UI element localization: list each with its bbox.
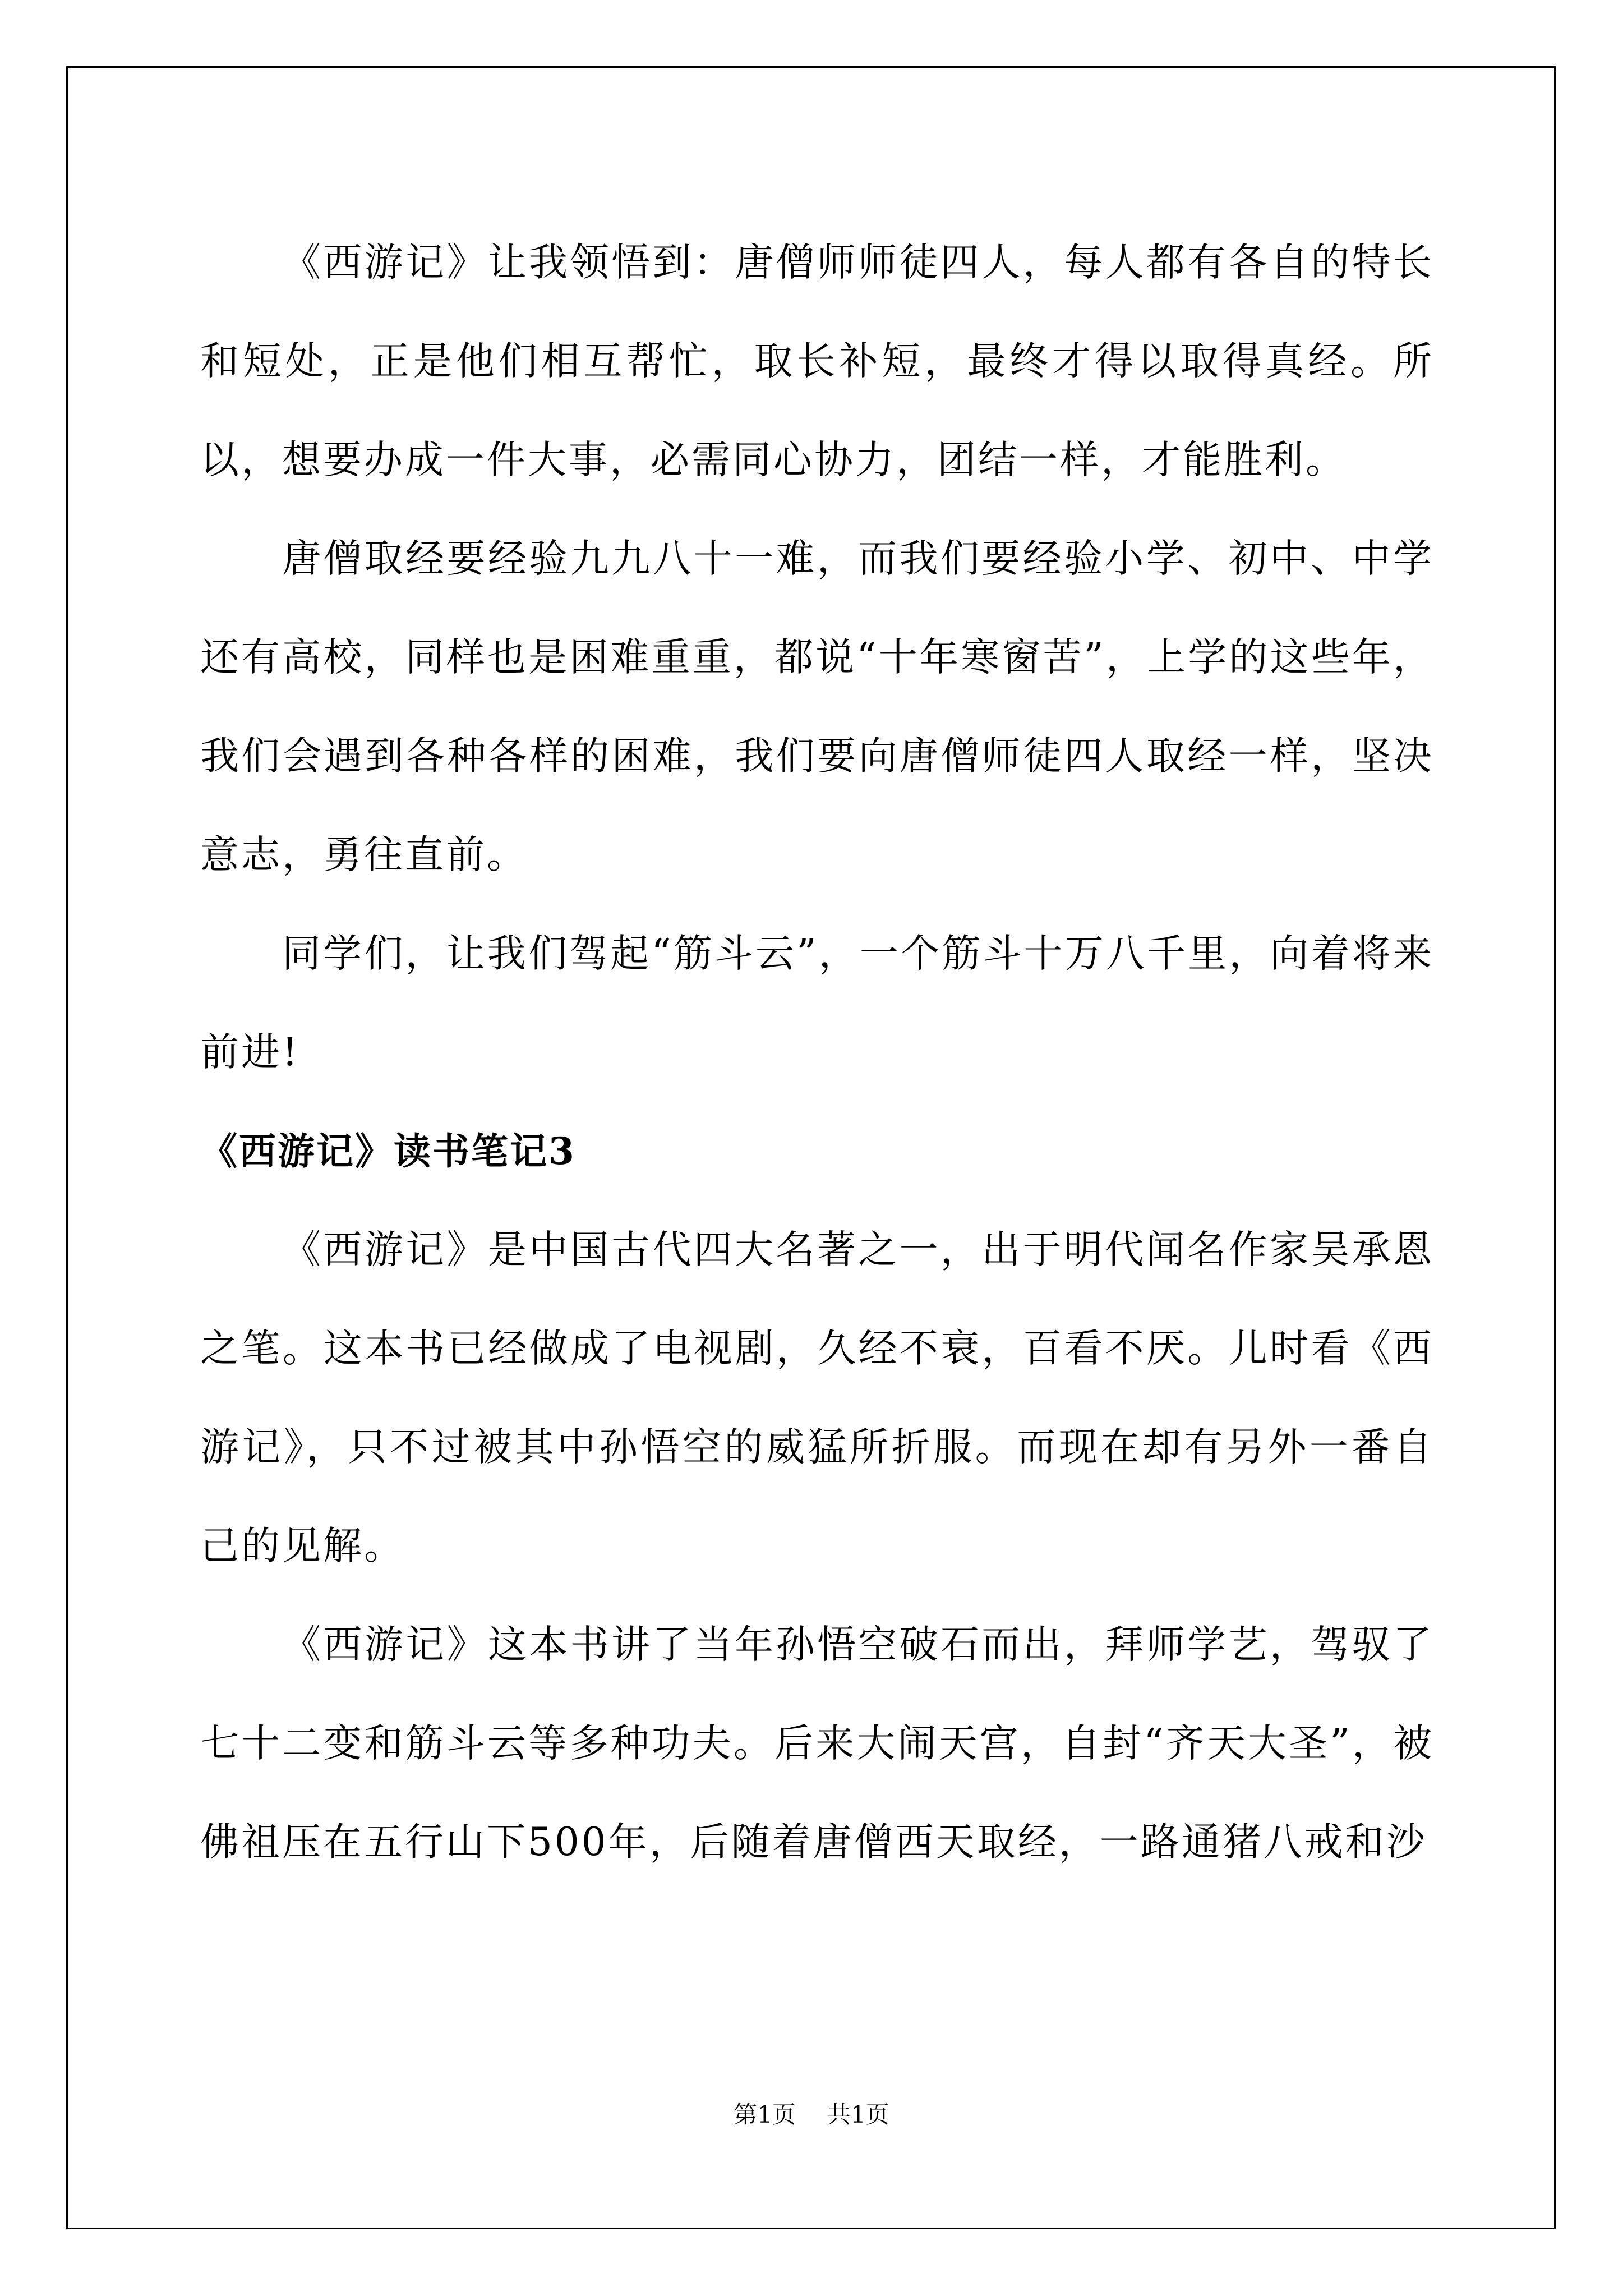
page-total: 共1页 [827,2101,889,2128]
paragraph-1: 《西游记》让我领悟到：唐僧师师徒四人，每人都有各自的特长和短处，正是他们相互帮忙，取长补短，最终才得以取得真经。所以，想要办成一件大事，必需同心协力，团结一样，才能胜利。 [200,240,1434,482]
paragraph-3: 同学们，让我们驾起“筋斗云”，一个筋斗十万八千里，向着将来前进! [200,931,1434,1075]
paragraph-4: 《西游记》是中国古代四大名著之一，出于明代闻名作家吴承恩之笔。这本书已经做成了电视剧，久经不衰，百看不厌。儿时看《西游记》，只不过被其中孙悟空的威猛所折服。而现在却有另外一番自己的见解。 [200,1227,1434,1568]
page-footer [0,2098,1623,2132]
document-body [200,213,1434,1892]
section-heading: 《西游记》读书笔记3 [200,1129,576,1173]
page-number: 第1页 [734,2101,796,2128]
paragraph-2: 唐僧取经要经验九九八十一难，而我们要经验小学、初中、中学还有高校，同样也是困难重重，都说“十年寒窗苦”，上学的这些年，我们会遇到各种各样的困难，我们要向唐僧师徒四人取经一样，坚决意志，勇往直前。 [200,536,1434,877]
paragraph-5: 《西游记》这本书讲了当年孙悟空破石而出，拜师学艺，驾驭了七十二变和筋斗云等多种功夫。后来大闹天宫，自封“齐天大圣”，被佛祖压在五行山下500年，后随着唐僧西天取经，一路通猪八戒和沙 [200,1622,1434,1865]
